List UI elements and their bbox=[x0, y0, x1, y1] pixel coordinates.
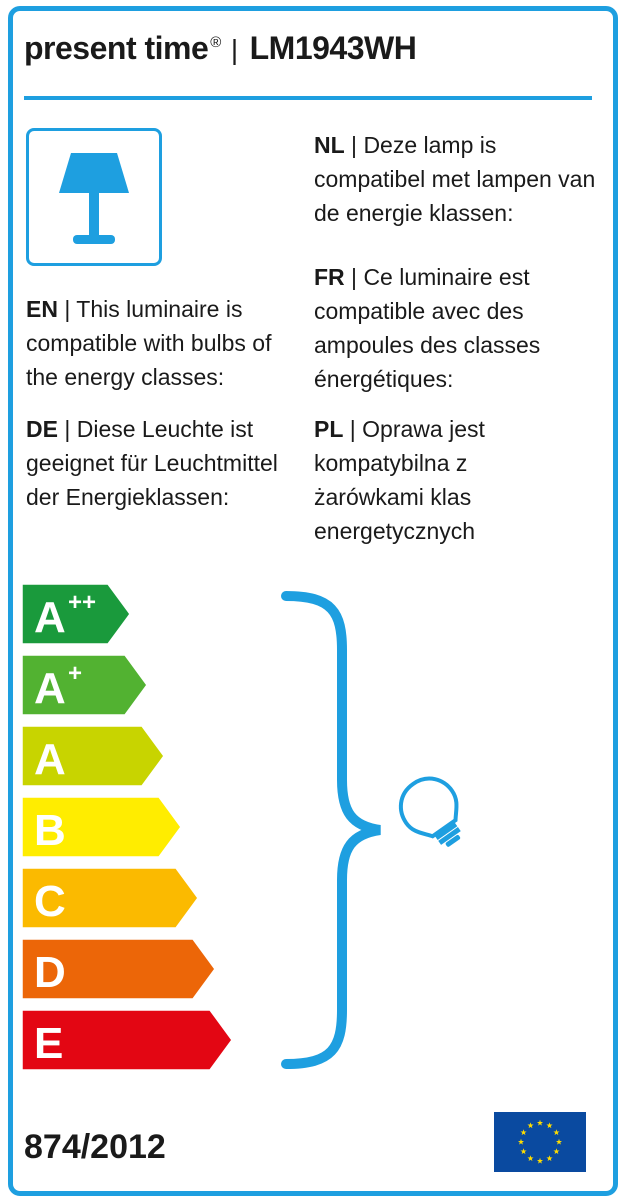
lang-text-en: This luminaire is compatible with bulbs of the energy classes: bbox=[26, 296, 272, 390]
header bbox=[24, 30, 416, 67]
lang-text-nl: Deze lamp is compatibel met lampen van de energie klassen: bbox=[314, 132, 596, 226]
energy-class-label: E bbox=[34, 1019, 64, 1068]
energy-class-label: B bbox=[34, 806, 66, 855]
table-lamp-icon bbox=[29, 131, 159, 263]
energy-class-superscript: + bbox=[68, 660, 83, 687]
text-pl: PL | Oprawa jest kompatybilna z żarówkami klas energetycznych bbox=[314, 416, 485, 544]
header-separator: | bbox=[230, 34, 238, 65]
text-en: EN | This luminaire is compatible with bulbs of the energy classes: bbox=[26, 296, 272, 390]
energy-class-label: D bbox=[34, 948, 66, 997]
energy-class-label: A bbox=[34, 735, 66, 784]
registered-mark: ® bbox=[210, 34, 221, 52]
brand-name: present time bbox=[24, 30, 209, 66]
energy-class-1 bbox=[22, 584, 130, 644]
lang-text-de: Diese Leuchte ist geeignet für Leuchtmittel der Energieklassen: bbox=[26, 416, 278, 510]
lang-code-nl: NL bbox=[314, 132, 345, 158]
header-rule bbox=[24, 96, 592, 100]
energy-class-7 bbox=[22, 1010, 232, 1070]
text-fr: FR | Ce luminaire est compatible avec des ampoules des classes énergétiques: bbox=[314, 264, 541, 392]
lang-code-fr: FR bbox=[314, 264, 345, 290]
lamp-icon-box bbox=[26, 128, 162, 266]
model-number: LM1943WH bbox=[249, 30, 417, 66]
energy-class-4 bbox=[22, 797, 181, 857]
lang-code-en: EN bbox=[26, 296, 58, 322]
energy-class-6 bbox=[22, 939, 215, 999]
energy-class-scale bbox=[22, 584, 262, 1084]
light-bulb-icon bbox=[382, 770, 482, 852]
energy-class-label: C bbox=[34, 877, 66, 926]
text-de: DE | Diese Leuchte ist geeignet für Leuchtmittel der Energieklassen: bbox=[26, 416, 278, 510]
text-nl: NL | Deze lamp is compatibel met lampen van de energie klassen: bbox=[314, 132, 596, 226]
energy-class-2 bbox=[22, 655, 147, 715]
energy-class-label: A bbox=[34, 593, 66, 642]
energy-class-superscript: ++ bbox=[68, 589, 97, 616]
lang-code-de: DE bbox=[26, 416, 58, 442]
curly-brace-icon bbox=[280, 590, 390, 1070]
regulation-number: 874/2012 bbox=[24, 1128, 166, 1166]
lang-code-pl: PL bbox=[314, 416, 344, 442]
energy-class-label: A bbox=[34, 664, 66, 713]
energy-class-3 bbox=[22, 726, 164, 786]
lang-text-pl: Oprawa jest kompatybilna z żarówkami klas energetycznych bbox=[314, 416, 485, 544]
lang-text-fr: Ce luminaire est compatible avec des ampoules des classes énergétiques: bbox=[314, 264, 541, 392]
energy-class-5 bbox=[22, 868, 198, 928]
eu-flag-icon bbox=[494, 1112, 586, 1172]
